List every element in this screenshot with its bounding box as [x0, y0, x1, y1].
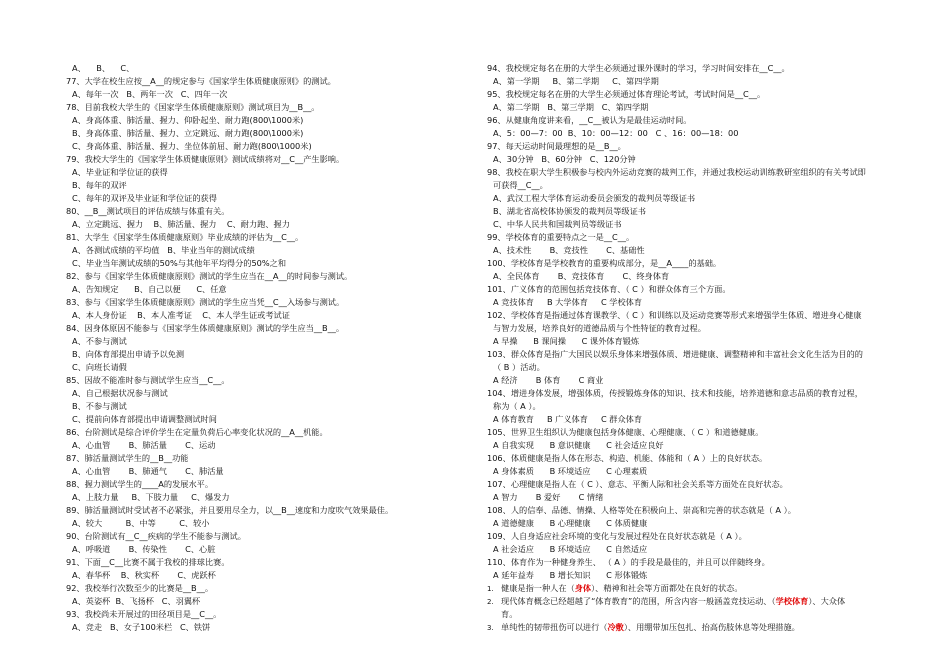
answer-options: A、身高体重、肺活量、握力、仰卧起坐、耐力跑(800\1000米) [72, 115, 304, 125]
question-text: 85、因故不能准时参与测试学生应当__C__。 [66, 375, 230, 385]
question-text: 98、我校在职大学生积极参与校内外运动竞赛的裁判工作，并通过我校运动训练教研室组织的有关考试即 [487, 167, 866, 177]
question-text: 103、群众体育是指广大国民以娱乐身体来增强体质、增进健康、调整精神和丰富社会文化生活为目的的 [487, 349, 863, 359]
question-text: 108、人的信奉、品德、情操、人格等处在积极向上、崇高和完善的状态就是（ A ）。 [487, 505, 796, 515]
question-text: 86、台阶测试是综合评价学生在定量负荷后心率变化状况的__A__机能。 [66, 427, 328, 437]
item-number: 1. [487, 585, 494, 593]
answer-options: A、春华杯 B、秋实杯 C、虎跃杯 [72, 570, 216, 580]
question-text: 81、大学生《国家学生体质健康原则》毕业成绩的评估为__C__。 [66, 232, 304, 242]
answer-options: A 早操 B 课间操 C 课外体育锻炼 [493, 336, 640, 346]
item-text-after: ）、精神和社会等方面都处在良好的状态。 [591, 583, 743, 593]
question-text: 80、__B__测试项目的评估成绩与体重有关。 [66, 206, 230, 216]
answer-options: A 身体素质 B 环境适应 C 心理素质 [493, 466, 648, 476]
question-text: 96、从健康角度讲来看，__C__被认为是最佳运动时间。 [487, 115, 692, 125]
answer-highlight: 学校体育 [775, 596, 809, 606]
answer-options: C、提前向体育部提出申请调整测试时间 [72, 414, 217, 424]
answer-options: A、各测试成绩的平均值 B、毕业当年的测试成绩 [72, 245, 255, 255]
question-text: 94、我校规定每名在册的大学生必须通过课外课时的学习，学习时间安排在__C__。 [487, 63, 790, 73]
answer-options: A 体育教育 B 广义体育 C 群众体育 [493, 414, 643, 424]
answer-options: C、每年的双评及毕业证和学位证的获得 [72, 193, 217, 203]
item-number: 3. [487, 624, 494, 632]
answer-options: A、心血管 B、肺活量 C、运动 [72, 440, 216, 450]
item-text-after: ）、用绷带加压包扎、抬高伤肢休息等处理措施。 [623, 622, 800, 632]
answer-options: C、向班长请假 [72, 362, 127, 372]
question-text: 101、广义体育的范围包括竞技体育、（ C ）和群众体育三个方面。 [487, 284, 731, 294]
answer-highlight: 冷敷 [607, 622, 624, 632]
question-text: 100、学校体育是学校教育的重要构成部分，是__A____的基础。 [487, 258, 722, 268]
question-text: 84、因身体原因不能参与《国家学生体质健康原则》测试的学生应当__B__。 [66, 323, 345, 333]
answer-options: C、中华人民共和国裁判员等级证书 [493, 219, 622, 229]
question-text: 83、参与《国家学生体质健康原则》测试的学生应当凭__C__入场参与测试。 [66, 297, 345, 307]
numbered-list [487, 582, 887, 634]
answer-options: B、湖北省高校体协颁发的裁判员等级证书 [493, 206, 646, 216]
answer-options: B、每年的双评 [72, 180, 127, 190]
question-text: 77、大学在校生应按__A__的规定参与《国家学生体质健康原则》的测试。 [66, 76, 336, 86]
answer-options: 称为（ A ）。 [493, 401, 541, 411]
question-text: 102、学校体育是指通过体育课教学、（ C ）和训练以及运动竞赛等形式来增强学生体质、增进身心健康 [487, 310, 862, 320]
answer-options: A 延年益寿 B 增长知识 C 形体锻炼 [493, 570, 648, 580]
answer-options: A、第一学期 B、第二学期 C、第四学期 [493, 76, 659, 86]
question-text: 87、肺活量测试学生的__B__功能 [66, 453, 189, 463]
answer-options: A、竞走 B、女子100米栏 C、铁饼 [72, 622, 211, 632]
question-text: 82、参与《国家学生体质健康原则》测试的学生应当在__A__的时间参与测试。 [66, 271, 353, 281]
answer-options: A、立定跳远、握力 B、肺活量、握力 C、耐力跑、握力 [72, 219, 290, 229]
answer-options: B、不参与测试 [72, 401, 127, 411]
question-text: 88、握力测试学生的____A的发展水平。 [66, 479, 214, 489]
answer-options: A、技术性 B、竞技性 C、基础性 [493, 245, 645, 255]
question-text: 78、目前我校大学生的《国家学生体质健康原则》测试项目为__B__。 [66, 102, 320, 112]
answer-options: A、毕业证和学位证的获得 [72, 167, 168, 177]
item-text: 育。 [501, 609, 518, 619]
question-text: 105、世界卫生组织认为健康包括身体健康、心理健康、（ C ）和道德健康。 [487, 427, 764, 437]
answer-options: A、5：00—7：00 B、10：00—12：00 C 、16：00—18：00 [493, 128, 739, 138]
answer-options: A、 B、 C、 [72, 63, 135, 73]
question-text: 90、台阶测试有__C__疾病的学生不能参与测试。 [66, 531, 246, 541]
answer-options: C、毕业当年测试成绩的50%与其他年平均得分的50%之和 [72, 258, 287, 268]
question-text: 91、下面__C__比赛不属于我校的排球比赛。 [66, 557, 230, 567]
answer-options: A、呼吸道 B、传染性 C、心脏 [72, 544, 216, 554]
answer-options: A、英姿杯 B、飞扬杯 C、羽翼杯 [72, 596, 201, 606]
question-text: 89、肺活量测试时受试者不必紧张，并且要用尽全力，以__B__速度和力度吹气效果最佳。 [66, 505, 394, 515]
item-text: 现代体育概念已经超越了“体育教育”的范围，所含内容一般涵盖竞技运动、（ [501, 596, 776, 606]
question-text: 92、我校举行次数至少的比赛是__B__。 [66, 583, 214, 593]
answer-options: A 道德健康 B 心理健康 C 体质健康 [493, 518, 648, 528]
left-column [66, 62, 466, 634]
answer-options: A、第二学期 B、第三学期 C、第四学期 [493, 102, 649, 112]
answer-options: A、较大 B、中等 C、较小 [72, 518, 210, 528]
item-number: 2. [487, 598, 494, 606]
answer-options: A、自己根据状况参与测试 [72, 388, 168, 398]
answer-options: A 自我实现 B 意识健康 C 社会适应良好 [493, 440, 664, 450]
answer-options: A 竞技体育 B 大学体育 C 学校体育 [493, 297, 643, 307]
numbered-item [487, 621, 887, 634]
question-text: 110、体育作为一种健身养生、 （ A ）的手段是最佳的，并且可以伴随终身。 [487, 557, 770, 567]
answer-options: B、向体育部提出申请予以免测 [72, 349, 185, 359]
answer-options: 可获得__C__。 [493, 180, 548, 190]
question-text: 106、体质健康是指人体在形态、构造、机能、体能和（ A ）上的良好状态。 [487, 453, 768, 463]
answer-options: A、本人身份证 B、本人准考证 C、本人学生证或考试证 [72, 310, 290, 320]
answer-options: A 智力 B 爱好 C 情绪 [493, 492, 604, 502]
numbered-item [487, 608, 887, 621]
answer-options: A、心血管 B、肺通气 C、肺活量 [72, 466, 224, 476]
answer-options: B、身高体重、肺活量、握力、立定跳远、耐力跑(800\1000米) [72, 128, 304, 138]
answer-options: 与智力发展，培养良好的道德品质与个性特征的教育过程。 [493, 323, 706, 333]
answer-options: A、全民体育 B、竞技体育 C、终身体育 [493, 271, 670, 281]
item-text-after: ）、大众体 [808, 596, 846, 606]
question-text: 107、心理健康是指人在（ C ）、意志、平衡人际和社会关系等方面处在良好状态。 [487, 479, 788, 489]
question-text: 79、我校大学生的《国家学生体质健康原则》测试成绩将对__C__产生影响。 [66, 154, 345, 164]
answer-highlight: 身体 [574, 583, 592, 593]
question-text: 95、我校规定每名在册的大学生必须通过体育理论考试，考试时间是__C__。 [487, 89, 766, 99]
answer-options: A、武汉工程大学体育运动委员会颁发的裁判员等级证书 [493, 193, 696, 203]
answer-options: A、30分钟 B、60分钟 C、120分钟 [493, 154, 636, 164]
answer-options: A 经济 B 体育 C 商业 [493, 375, 604, 385]
numbered-item [487, 582, 887, 595]
question-text: 99、学校体育的重要特点之一是__C__。 [487, 232, 635, 242]
answer-options: （ B ）活动。 [493, 362, 545, 372]
answer-options: C、身高体重、肺活量、握力、坐位体前屈、耐力跑(800\1000米) [72, 141, 312, 151]
question-text: 109、人自身适应社会环境的变化与发展过程处在良好状态就是（ A ）。 [487, 531, 747, 541]
item-text: 单纯性的韧带扭伤可以进行（ [501, 622, 608, 632]
numbered-item [487, 595, 887, 608]
question-text: 97、每天运动时间最理想的是__B__。 [487, 141, 626, 151]
answer-options: A、上肢力量 B、下肢力量 C、爆发力 [72, 492, 230, 502]
answer-options: A 社会适应 B 环境适应 C 自然适应 [493, 544, 648, 554]
answer-options: A、告知规定 B、自己以便 C、任意 [72, 284, 227, 294]
question-text: 93、我校尚未开展过的田径项目是__C__。 [66, 609, 222, 619]
right-column [487, 62, 887, 634]
answer-options: A、每年一次 B、两年一次 C、四年一次 [72, 89, 228, 99]
item-text: 健康是指一种人在（ [501, 583, 575, 593]
question-text: 104、增进身体发展，增强体质，传授锻炼身体的知识、技术和技能，培养道德和意志品质的教育过程， [487, 388, 863, 398]
answer-options: A、不参与测试 [72, 336, 127, 346]
